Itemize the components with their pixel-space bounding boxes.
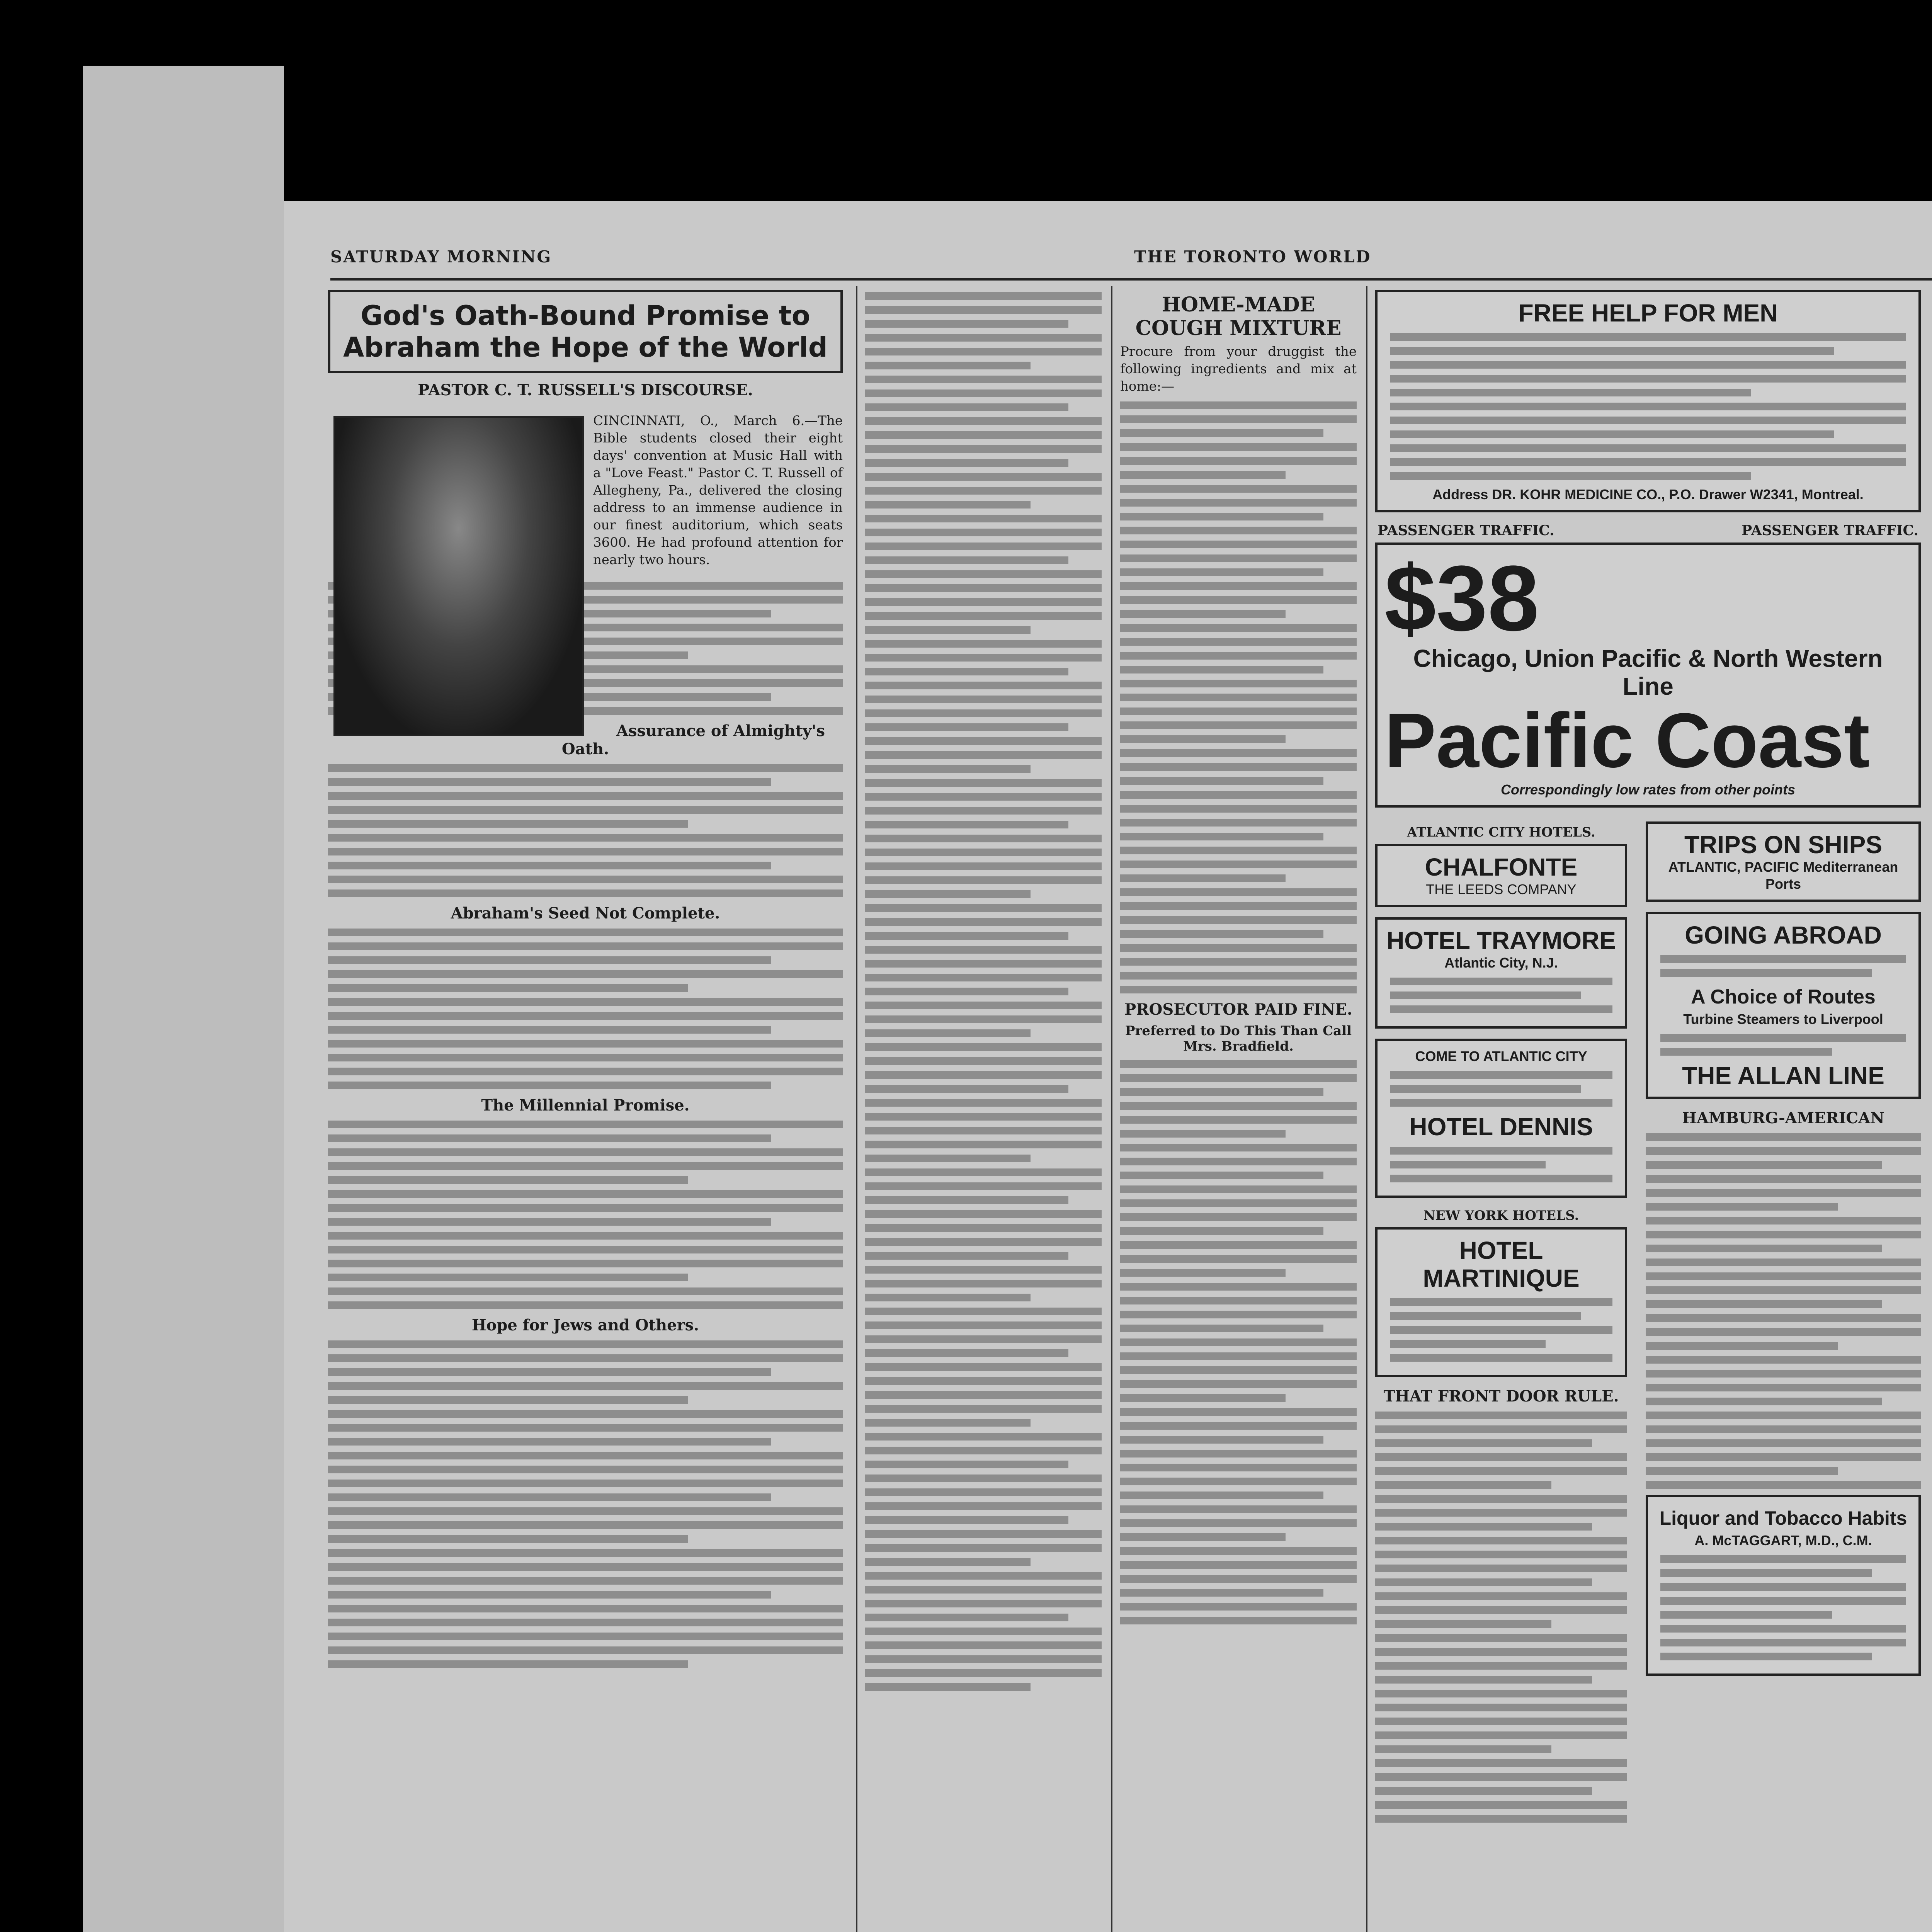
- chalfonte-ad: CHALFONTE THE LEEDS COMPANY: [1375, 844, 1627, 907]
- sermon-subhead-3: The Millennial Promise.: [481, 1096, 690, 1114]
- prosecutor-sub: Preferred to Do This Than Call Mrs. Bradfield.: [1125, 1023, 1352, 1054]
- hotels-column: [1370, 818, 1633, 1829]
- sermon-subhead-4: Hope for Jews and Others.: [471, 1316, 699, 1334]
- martinique-ad: HOTEL MARTINIQUE: [1375, 1227, 1627, 1377]
- ads-center: [1370, 286, 1926, 1932]
- sermon-subhead-2: Abraham's Seed Not Complete.: [451, 904, 720, 922]
- pacific-coast-ad: [1375, 543, 1921, 808]
- sermon-continued: [860, 286, 1107, 1932]
- sermon-article: [323, 286, 848, 1932]
- newspaper-page: [284, 201, 1932, 1932]
- sermon-headline: God's Oath-Bound Promise to Abraham the Hope of the World: [328, 290, 843, 373]
- door-headline: THAT FRONT DOOR RULE.: [1383, 1387, 1619, 1405]
- cough-lead: Procure from your druggist the following ingredients and mix at home:—: [1120, 344, 1357, 394]
- hotels-section: ATLANTIC CITY HOTELS.: [1407, 825, 1595, 840]
- dr-kohr-ad: [1375, 290, 1921, 512]
- hamburg-headline: HAMBURG-AMERICAN: [1682, 1109, 1884, 1127]
- header-rule: [330, 278, 1932, 281]
- pastor-portrait: [333, 416, 584, 736]
- kohr-address: Address DR. KOHR MEDICINE CO., P.O. Drawer W2341, Montreal.: [1432, 486, 1864, 502]
- pacific-route: Chicago, Union Pacific & North Western Line: [1413, 645, 1883, 700]
- traymore-ad: HOTEL TRAYMORE Atlantic City, N.J.: [1375, 917, 1627, 1029]
- prosecutor-headline: PROSECUTOR PAID FINE.: [1124, 1000, 1352, 1019]
- liquor-ad: Liquor and Tobacco Habits A. McTAGGART, M.D., C.M.: [1646, 1495, 1921, 1676]
- going-abroad-ad: GOING ABROAD A Choice of Routes Turbine Steamers to Liverpool THE ALLAN LINE: [1646, 912, 1921, 1099]
- dennis-ad: COME TO ATLANTIC CITY HOTEL DENNIS: [1375, 1039, 1627, 1198]
- sermon-lead: CINCINNATI, O., March 6.—The Bible students closed their eight days' convention at Music Hall with a "Love Feast." Pastor C. T. Russell of Allegheny, Pa., delivered the closing address to an immense audience in our finest auditorium, which seats 3600. He had profound attention for nearly two hours.: [323, 412, 848, 569]
- pacific-tagline: Correspondingly low rates from other points: [1500, 782, 1796, 798]
- sermon-byline: PASTOR C. T. RUSSELL'S DISCOURSE.: [418, 381, 753, 399]
- adjacent-page-strip: [83, 66, 284, 1932]
- pacific-title: Pacific Coast: [1384, 697, 1870, 784]
- header-day: SATURDAY MORNING: [330, 247, 552, 266]
- passenger-traffic-labels: PASSENGER TRAFFIC. PASSENGER TRAFFIC.: [1378, 522, 1918, 539]
- ny-hotels-section: NEW YORK HOTELS.: [1423, 1208, 1579, 1223]
- pacific-price: $38: [1384, 546, 1539, 650]
- trips-column: [1640, 818, 1926, 1829]
- kohr-headline: FREE HELP FOR MEN: [1518, 299, 1778, 327]
- sermon-subhead-1: Assurance of Almighty's Oath.: [561, 722, 825, 758]
- news-column: [1115, 286, 1362, 1932]
- page-header: [330, 247, 1932, 274]
- cough-headline: HOME-MADE COUGH MIXTURE: [1135, 293, 1342, 340]
- header-masthead: THE TORONTO WORLD: [1134, 247, 1371, 266]
- trips-ad: TRIPS ON SHIPS ATLANTIC, PACIFIC Mediterranean Ports: [1646, 821, 1921, 902]
